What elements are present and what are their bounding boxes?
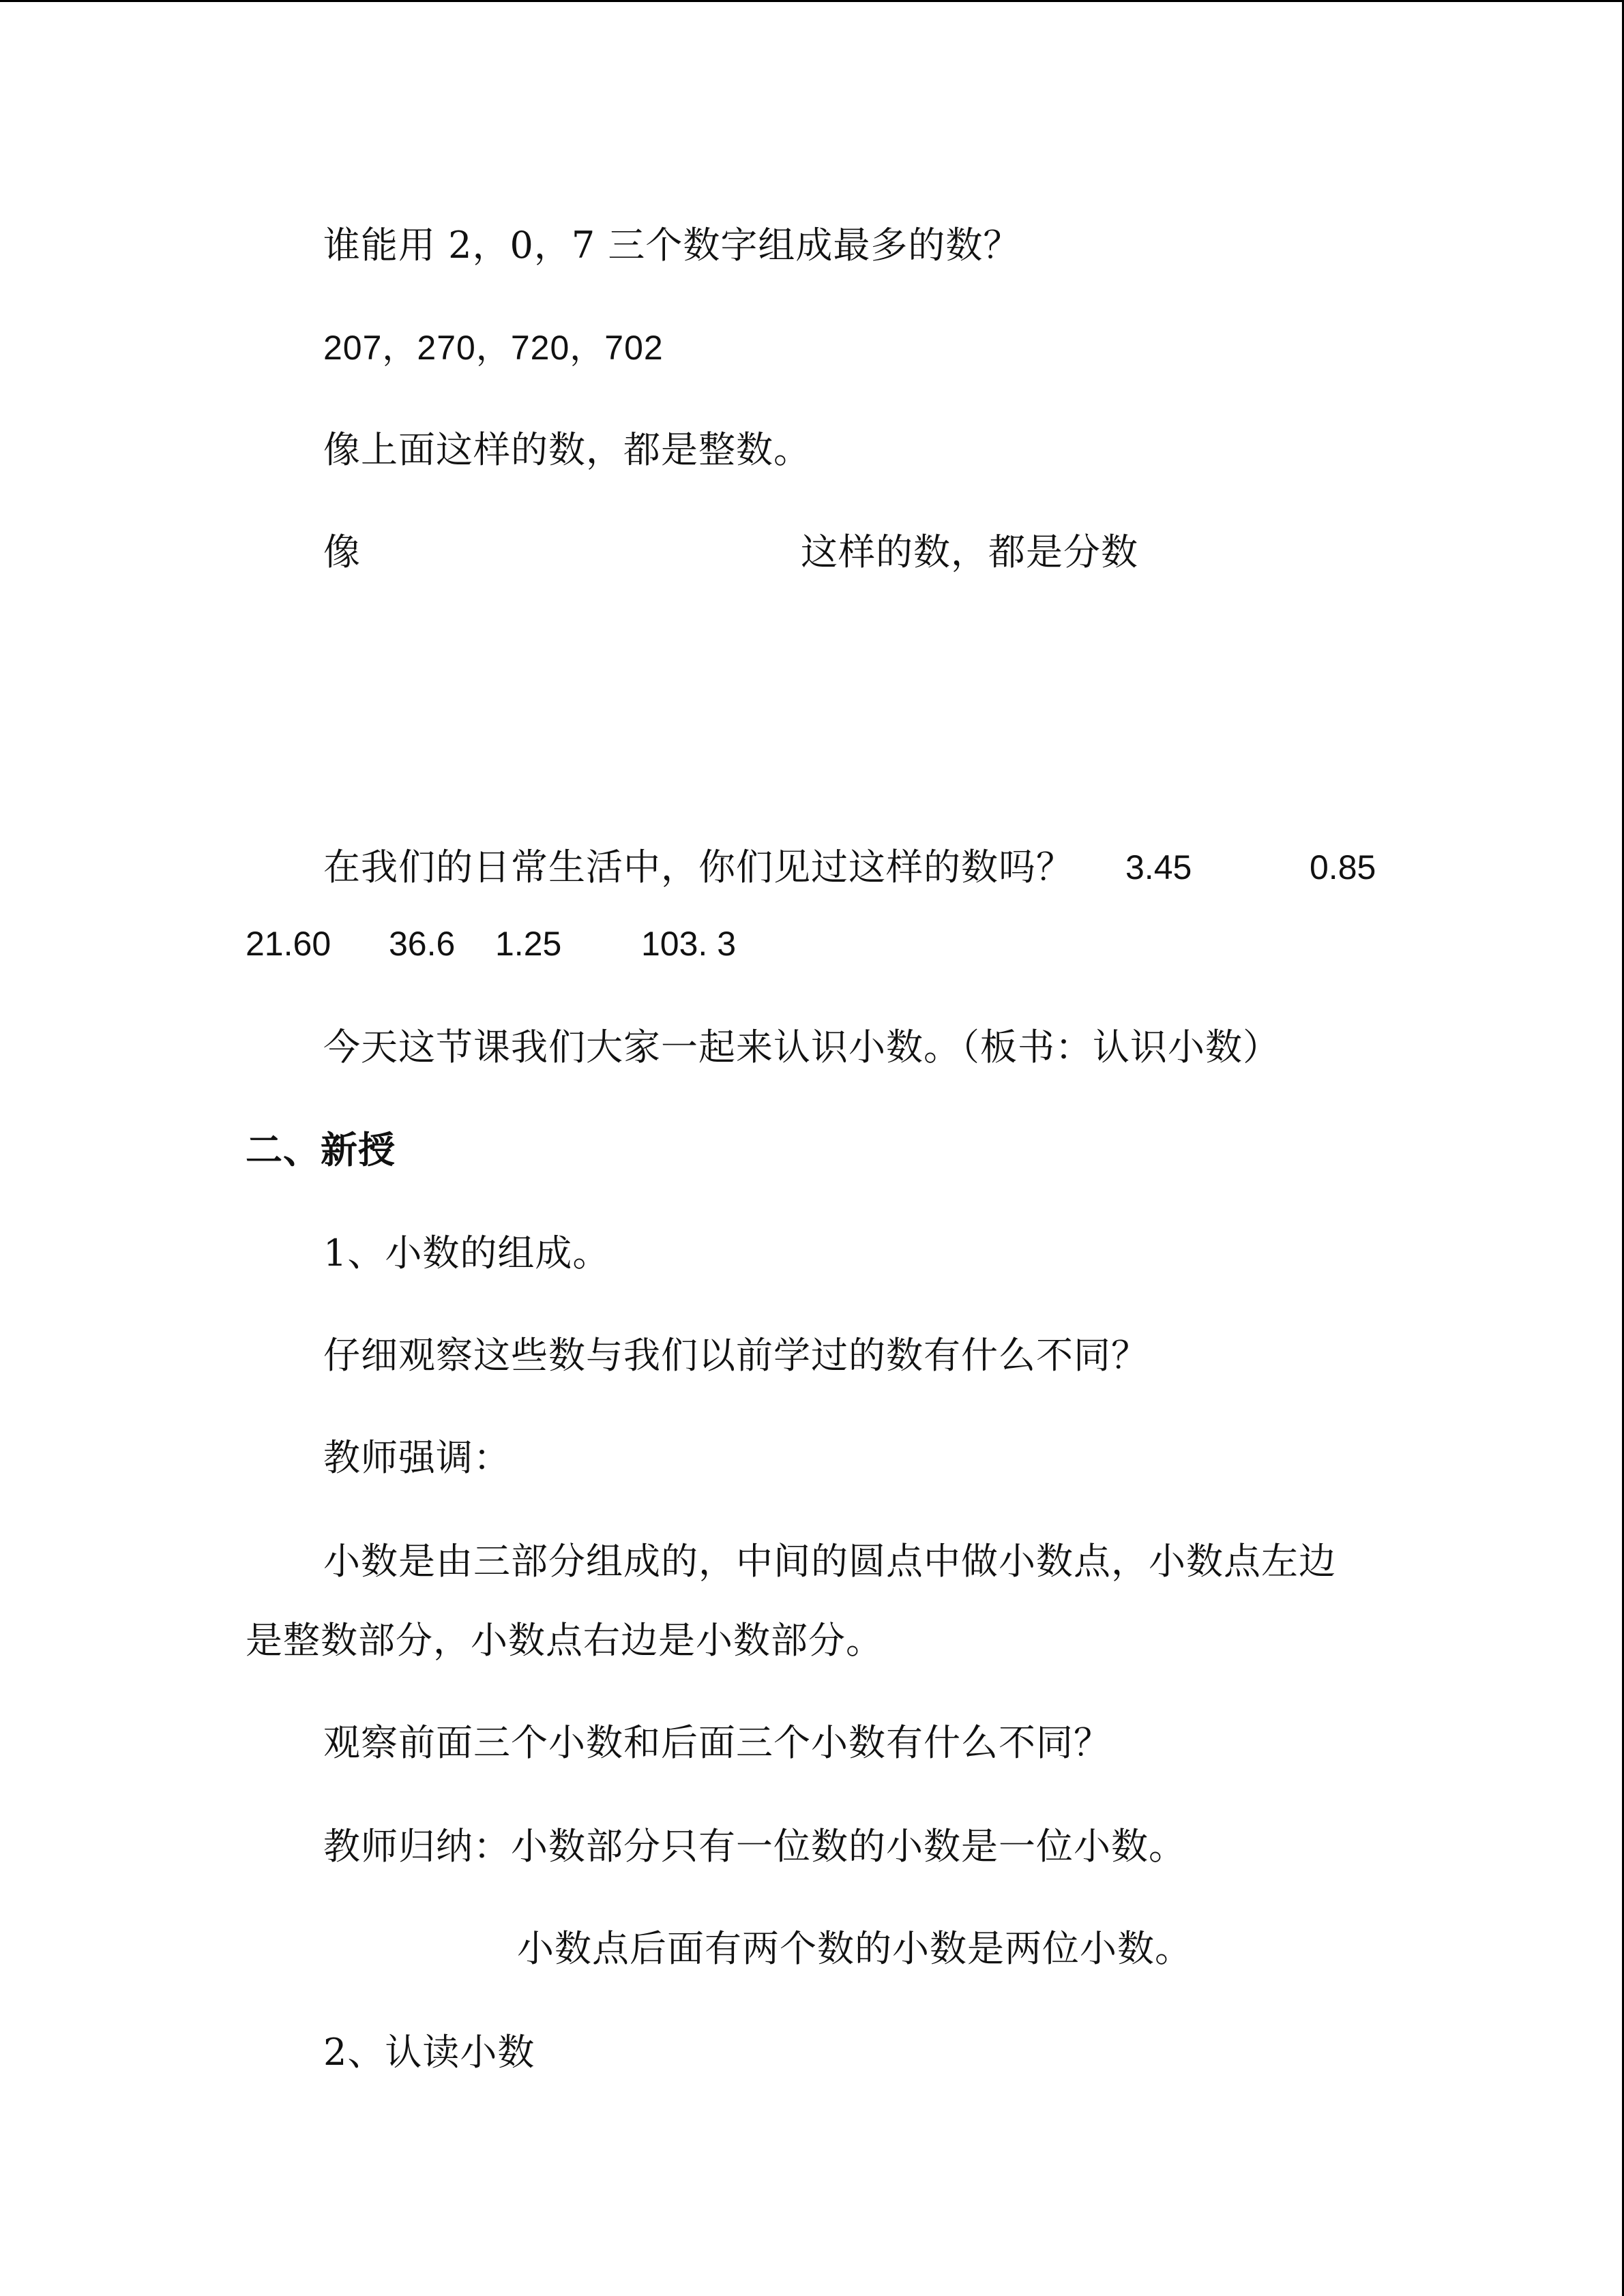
paragraph-decimal-parts-line2: 是整数部分，小数点右边是小数部分。 [246, 1619, 883, 1662]
paragraph-fractions-end: 这样的数，都是分数 [801, 531, 1138, 573]
paragraph-teacher-summary: 教师归纳：小数部分只有一位数的小数是一位小数。 [323, 1825, 1186, 1868]
page-border-top [0, 0, 1624, 2]
paragraph-observe-difference: 仔细观察这些数与我们以前学过的数有什么不同？ [323, 1334, 1149, 1377]
paragraph-today-lesson: 今天这节课我们大家一起来认识小数。（板书：认识小数） [323, 1026, 1280, 1069]
paragraph-fractions-start: 像 [323, 531, 361, 573]
decimal-example: 103. 3 [641, 925, 737, 963]
subheading-decimal-composition: 1、小数的组成。 [323, 1232, 610, 1274]
section-heading-new-lesson: 二、新授 [246, 1128, 396, 1172]
decimal-example: 36.6 [389, 925, 456, 963]
paragraph-decimal-parts-line1: 小数是由三部分组成的，中间的圆点中做小数点，小数点左边 [323, 1540, 1336, 1583]
paragraph-integers: 像上面这样的数，都是整数。 [323, 428, 811, 471]
paragraph-teacher-emphasis: 教师强调： [323, 1436, 511, 1479]
paragraph-compare-decimals: 观察前面三个小数和后面三个小数有什么不同？ [323, 1721, 1111, 1764]
paragraph-question-digits: 谁能用 2，0，7 三个数字组成最多的数？ [323, 224, 1021, 267]
subheading-read-decimals: 2、认读小数 [323, 2031, 535, 2074]
decimal-example: 21.60 [246, 925, 331, 963]
paragraph-integer-list: 207，270，720，702 [323, 329, 664, 367]
decimal-example: 1.25 [495, 925, 562, 963]
paragraph-two-digit-decimal: 小数点后面有两个数的小数是两位小数。 [517, 1927, 1192, 1970]
paragraph-daily-life: 在我们的日常生活中，你们见过这样的数吗？ [323, 846, 1074, 889]
decimal-example: 0.85 [1310, 848, 1376, 886]
decimal-example: 3.45 [1125, 848, 1192, 886]
